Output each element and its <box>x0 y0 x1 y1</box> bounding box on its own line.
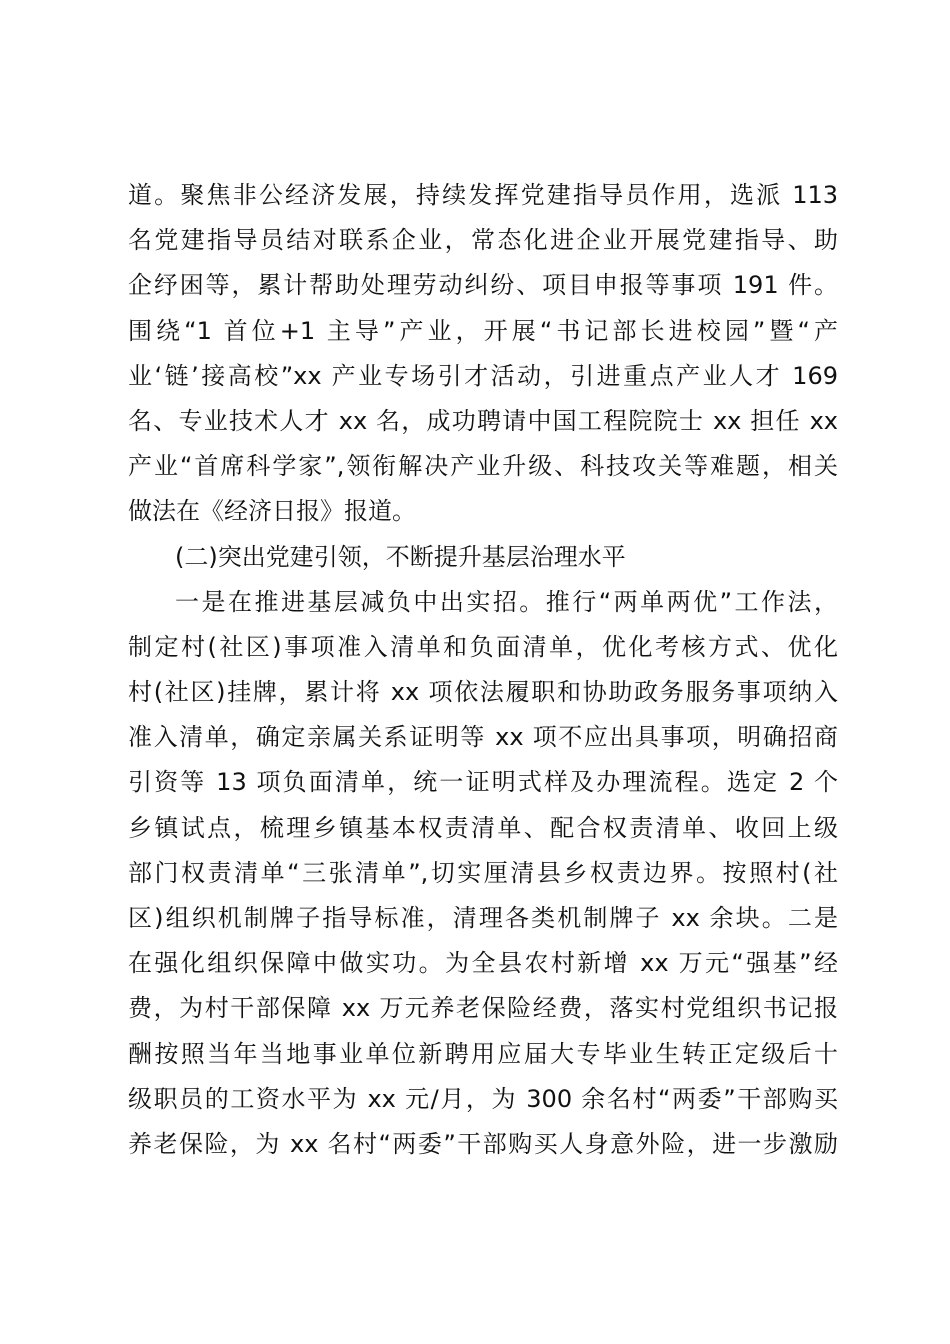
paragraph-line: 村(社区)挂牌，累计将 xx 项依法履职和协助政务服务事项纳入 <box>128 678 838 707</box>
paragraph-line: 准入清单，确定亲属关系证明等 xx 项不应出具事项，明确招商 <box>128 723 838 752</box>
document-body <box>128 173 838 1167</box>
paragraph-line: 道。聚焦非公经济发展，持续发挥党建指导员作用，选派 113 <box>128 181 838 209</box>
paragraph-line: 名党建指导员结对联系企业，常态化进企业开展党建指导、助 <box>128 226 838 255</box>
paragraph-line: 做法在《经济日报》报道。 <box>128 497 416 526</box>
paragraph-line: 费，为村干部保障 xx 万元养老保险经费，落实村党组织书记报 <box>128 994 838 1023</box>
section-heading: (二)突出党建引领，不断提升基层治理水平 <box>175 542 626 571</box>
paragraph-line: 围绕“1 首位+1 主导”产业，开展“书记部长进校园”暨“产 <box>128 316 838 345</box>
paragraph-line: 酬按照当年当地事业单位新聘用应届大专毕业生转正定级后十 <box>128 1039 838 1068</box>
paragraph-line: 引资等 13 项负面清单，统一证明式样及办理流程。选定 2 个 <box>128 768 838 797</box>
paragraph-line: 产业“首席科学家”,领衔解决产业升级、科技攻关等难题，相关 <box>128 452 838 481</box>
paragraph-line: 养老保险，为 xx 名村“两委”干部购买人身意外险，进一步激励 <box>128 1129 838 1158</box>
paragraph-line: 名、专业技术人才 xx 名，成功聘请中国工程院院士 xx 担任 xx <box>128 406 838 435</box>
paragraph-line: 制定村(社区)事项准入清单和负面清单，优化考核方式、优化 <box>128 632 838 661</box>
paragraph-line: 在强化组织保障中做实功。为全县农村新增 xx 万元“强基”经 <box>128 949 838 978</box>
paragraph-line: 乡镇试点，梳理乡镇基本权责清单、配合权责清单、收回上级 <box>128 813 838 842</box>
paragraph-line: 业‘链’接高校”xx 产业专场引才活动，引进重点产业人才 169 <box>128 361 838 390</box>
paragraph-line: 级职员的工资水平为 xx 元/月，为 300 余名村“两委”干部购买 <box>128 1084 838 1113</box>
paragraph-line: 区)组织机制牌子指导标准，清理各类机制牌子 xx 余块。二是 <box>128 904 838 932</box>
paragraph-line: 一是在推进基层减负中出实招。推行“两单两优”工作法， <box>175 587 838 616</box>
paragraph-line: 企纾困等，累计帮助处理劳动纠纷、项目申报等事项 191 件。 <box>128 271 838 300</box>
paragraph-line: 部门权责清单“三张清单”,切实厘清县乡权责边界。按照村(社 <box>128 858 838 887</box>
